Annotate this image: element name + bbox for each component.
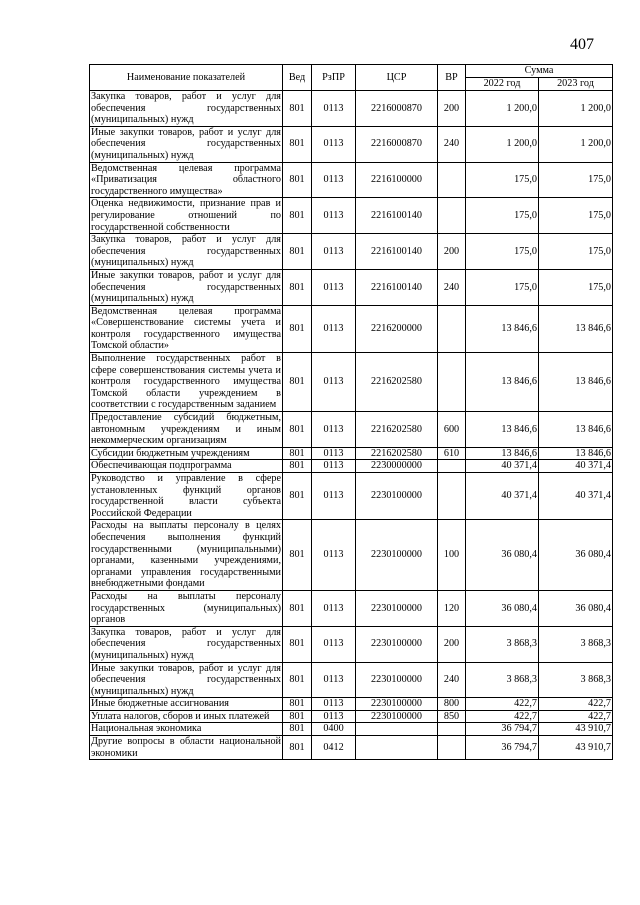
cell-ved: 801 xyxy=(283,723,312,736)
table-row xyxy=(90,626,613,662)
cell-csr: 2216100140 xyxy=(356,198,438,234)
cell-vr: 800 xyxy=(438,698,466,711)
cell-vr: 200 xyxy=(438,91,466,127)
cell-sum-2022: 40 371,4 xyxy=(466,473,539,520)
table-row xyxy=(90,736,613,760)
cell-csr: 2216100000 xyxy=(356,162,438,198)
cell-ved: 801 xyxy=(283,91,312,127)
cell-rzpr: 0113 xyxy=(312,710,356,723)
cell-sum-2022: 175,0 xyxy=(466,234,539,270)
cell-vr xyxy=(438,198,466,234)
cell-sum-2022: 1 200,0 xyxy=(466,91,539,127)
cell-name: Руководство и управление в сфере установленных функций органов государственной власти субъекта Российской Федерации xyxy=(91,473,281,519)
cell-vr xyxy=(438,305,466,352)
cell-name: Субсидии бюджетным учреждениям xyxy=(90,447,283,460)
cell-vr: 850 xyxy=(438,710,466,723)
table-row xyxy=(90,520,613,591)
cell-sum-2022: 175,0 xyxy=(466,198,539,234)
cell-csr: 2216100140 xyxy=(356,234,438,270)
cell-csr: 2230100000 xyxy=(356,520,438,591)
page-number: 407 xyxy=(570,36,594,53)
cell-sum-2023: 422,7 xyxy=(539,698,613,711)
cell-vr xyxy=(438,162,466,198)
cell-sum-2023: 36 080,4 xyxy=(539,590,613,626)
cell-sum-2022: 36 794,7 xyxy=(466,723,539,736)
cell-name: Иные закупки товаров, работ и услуг для обеспечения государственных (муниципальных) нужд xyxy=(91,269,281,305)
cell-sum-2023: 3 868,3 xyxy=(539,626,613,662)
cell-rzpr: 0113 xyxy=(312,234,356,270)
cell-vr: 240 xyxy=(438,662,466,698)
cell-ved: 801 xyxy=(283,162,312,198)
table-row xyxy=(90,305,613,352)
table-row xyxy=(90,473,613,520)
cell-csr: 2216100140 xyxy=(356,269,438,305)
table-row xyxy=(90,353,613,412)
cell-csr: 2216202580 xyxy=(356,353,438,412)
table-row xyxy=(90,126,613,162)
cell-ved: 801 xyxy=(283,305,312,352)
cell-sum-2023: 1 200,0 xyxy=(539,126,613,162)
cell-name: Ведомственная целевая программа «Совершенствование системы учета и контроля государственного имущества Томской области» xyxy=(91,305,281,352)
cell-name: Уплата налогов, сборов и иных платежей xyxy=(90,710,283,723)
cell-sum-2022: 13 846,6 xyxy=(466,412,539,448)
cell-rzpr: 0113 xyxy=(312,412,356,448)
cell-sum-2022: 13 846,6 xyxy=(466,353,539,412)
budget-table xyxy=(89,64,613,760)
cell-sum-2022: 40 371,4 xyxy=(466,460,539,473)
cell-ved: 801 xyxy=(283,234,312,270)
cell-csr: 2230100000 xyxy=(356,626,438,662)
cell-name: Закупка товаров, работ и услуг для обеспечения государственных (муниципальных) нужд xyxy=(91,626,281,661)
cell-ved: 801 xyxy=(283,698,312,711)
cell-csr: 2216202580 xyxy=(356,447,438,460)
cell-name: Закупка товаров, работ и услуг для обеспечения государственных (муниципальных) нужд xyxy=(91,234,281,269)
table-row xyxy=(90,698,613,711)
cell-ved: 801 xyxy=(283,269,312,305)
cell-csr: 2216202580 xyxy=(356,412,438,448)
cell-ved: 801 xyxy=(283,198,312,234)
cell-name: Другие вопросы в области национальной экономики xyxy=(91,736,281,759)
cell-ved: 801 xyxy=(283,710,312,723)
cell-rzpr: 0113 xyxy=(312,662,356,698)
cell-sum-2022: 36 794,7 xyxy=(466,736,539,760)
cell-name: Иные бюджетные ассигнования xyxy=(90,698,283,711)
cell-csr: 2230000000 xyxy=(356,460,438,473)
cell-ved: 801 xyxy=(283,626,312,662)
cell-name: Выполнение государственных работ в сфере совершенствования системы учета и контроля государственного имущества Томской области учреждением в соответствии с государственным заданием xyxy=(91,353,281,411)
cell-rzpr: 0113 xyxy=(312,198,356,234)
cell-name: Иные закупки товаров, работ и услуг для обеспечения государственных (муниципальных) нужд xyxy=(91,662,281,697)
cell-sum-2023: 3 868,3 xyxy=(539,662,613,698)
cell-vr: 240 xyxy=(438,126,466,162)
cell-sum-2022: 175,0 xyxy=(466,269,539,305)
cell-name: Ведомственная целевая программа «Приватизация областного государственного имущества» xyxy=(91,162,281,197)
cell-ved: 801 xyxy=(283,520,312,591)
table-row xyxy=(90,234,613,270)
header-sum: Сумма xyxy=(466,65,613,78)
cell-sum-2022: 36 080,4 xyxy=(466,590,539,626)
cell-name: Оценка недвижимости, признание прав и регулирование отношений по государственной собственности xyxy=(91,198,281,233)
cell-sum-2022: 3 868,3 xyxy=(466,626,539,662)
cell-vr: 610 xyxy=(438,447,466,460)
table-body xyxy=(90,91,613,760)
cell-vr: 100 xyxy=(438,520,466,591)
table-row xyxy=(90,447,613,460)
table-row xyxy=(90,723,613,736)
cell-name: Расходы на выплаты персоналу государственных (муниципальных) органов xyxy=(91,590,281,626)
cell-ved: 801 xyxy=(283,412,312,448)
cell-sum-2023: 1 200,0 xyxy=(539,91,613,127)
cell-sum-2023: 13 846,6 xyxy=(539,305,613,352)
header-ved: Вед xyxy=(283,65,312,91)
cell-sum-2022: 3 868,3 xyxy=(466,662,539,698)
header-rzpr: РзПР xyxy=(312,65,356,91)
cell-name: Обеспечивающая подпрограмма xyxy=(90,460,283,473)
cell-sum-2022: 1 200,0 xyxy=(466,126,539,162)
table-row xyxy=(90,269,613,305)
cell-ved: 801 xyxy=(283,590,312,626)
cell-sum-2022: 13 846,6 xyxy=(466,447,539,460)
cell-name: Иные закупки товаров, работ и услуг для обеспечения государственных (муниципальных) нужд xyxy=(91,126,281,161)
table-row xyxy=(90,412,613,448)
cell-ved: 801 xyxy=(283,460,312,473)
cell-sum-2022: 422,7 xyxy=(466,698,539,711)
cell-csr: 2230100000 xyxy=(356,473,438,520)
cell-rzpr: 0113 xyxy=(312,305,356,352)
header-vr: ВР xyxy=(438,65,466,91)
cell-sum-2023: 175,0 xyxy=(539,162,613,198)
cell-rzpr: 0113 xyxy=(312,353,356,412)
table-row xyxy=(90,590,613,626)
cell-vr: 120 xyxy=(438,590,466,626)
cell-csr: 2230100000 xyxy=(356,698,438,711)
cell-vr: 600 xyxy=(438,412,466,448)
cell-csr: 2216000870 xyxy=(356,126,438,162)
cell-name: Расходы на выплаты персоналу в целях обеспечения выполнения функций государственными (муниципальными) органами, казенными учреждениями, органами управления государственными внебюджетными фондами xyxy=(91,520,281,590)
cell-rzpr: 0113 xyxy=(312,91,356,127)
cell-vr xyxy=(438,460,466,473)
table-row xyxy=(90,662,613,698)
table-header xyxy=(90,65,613,91)
cell-vr xyxy=(438,736,466,760)
cell-vr xyxy=(438,353,466,412)
table-row xyxy=(90,91,613,127)
cell-name: Национальная экономика xyxy=(90,723,283,736)
table-row xyxy=(90,460,613,473)
cell-rzpr: 0400 xyxy=(312,723,356,736)
cell-name: Закупка товаров, работ и услуг для обеспечения государственных (муниципальных) нужд xyxy=(91,91,281,126)
cell-vr xyxy=(438,723,466,736)
cell-rzpr: 0113 xyxy=(312,447,356,460)
cell-ved: 801 xyxy=(283,736,312,760)
header-csr: ЦСР xyxy=(356,65,438,91)
cell-csr: 2230100000 xyxy=(356,710,438,723)
cell-rzpr: 0113 xyxy=(312,626,356,662)
cell-rzpr: 0113 xyxy=(312,460,356,473)
table-row xyxy=(90,710,613,723)
cell-sum-2023: 13 846,6 xyxy=(539,447,613,460)
cell-rzpr: 0412 xyxy=(312,736,356,760)
header-year-2023: 2023 год xyxy=(539,78,613,91)
cell-rzpr: 0113 xyxy=(312,126,356,162)
cell-name: Предоставление субсидий бюджетным, автономным учреждениям и иным некоммерческим организациям xyxy=(91,412,281,447)
cell-sum-2022: 13 846,6 xyxy=(466,305,539,352)
cell-vr: 200 xyxy=(438,234,466,270)
cell-sum-2023: 422,7 xyxy=(539,710,613,723)
cell-csr: 2230100000 xyxy=(356,662,438,698)
cell-ved: 801 xyxy=(283,662,312,698)
cell-vr: 240 xyxy=(438,269,466,305)
cell-sum-2023: 175,0 xyxy=(539,198,613,234)
cell-sum-2023: 175,0 xyxy=(539,269,613,305)
header-name: Наименование показателей xyxy=(90,65,283,91)
cell-rzpr: 0113 xyxy=(312,269,356,305)
cell-sum-2023: 13 846,6 xyxy=(539,353,613,412)
table-row xyxy=(90,198,613,234)
cell-ved: 801 xyxy=(283,447,312,460)
cell-sum-2023: 40 371,4 xyxy=(539,460,613,473)
header-year-2022: 2022 год xyxy=(466,78,539,91)
cell-vr xyxy=(438,473,466,520)
cell-rzpr: 0113 xyxy=(312,698,356,711)
cell-sum-2022: 175,0 xyxy=(466,162,539,198)
cell-ved: 801 xyxy=(283,126,312,162)
cell-csr xyxy=(356,736,438,760)
cell-rzpr: 0113 xyxy=(312,162,356,198)
cell-sum-2022: 36 080,4 xyxy=(466,520,539,591)
cell-sum-2023: 43 910,7 xyxy=(539,736,613,760)
table-row xyxy=(90,162,613,198)
cell-csr: 2216200000 xyxy=(356,305,438,352)
cell-sum-2023: 36 080,4 xyxy=(539,520,613,591)
cell-rzpr: 0113 xyxy=(312,520,356,591)
cell-csr: 2216000870 xyxy=(356,91,438,127)
cell-csr: 2230100000 xyxy=(356,590,438,626)
cell-sum-2023: 43 910,7 xyxy=(539,723,613,736)
cell-rzpr: 0113 xyxy=(312,473,356,520)
cell-sum-2023: 13 846,6 xyxy=(539,412,613,448)
cell-csr xyxy=(356,723,438,736)
cell-sum-2023: 40 371,4 xyxy=(539,473,613,520)
cell-rzpr: 0113 xyxy=(312,590,356,626)
cell-sum-2022: 422,7 xyxy=(466,710,539,723)
cell-ved: 801 xyxy=(283,353,312,412)
cell-sum-2023: 175,0 xyxy=(539,234,613,270)
cell-ved: 801 xyxy=(283,473,312,520)
cell-vr: 200 xyxy=(438,626,466,662)
